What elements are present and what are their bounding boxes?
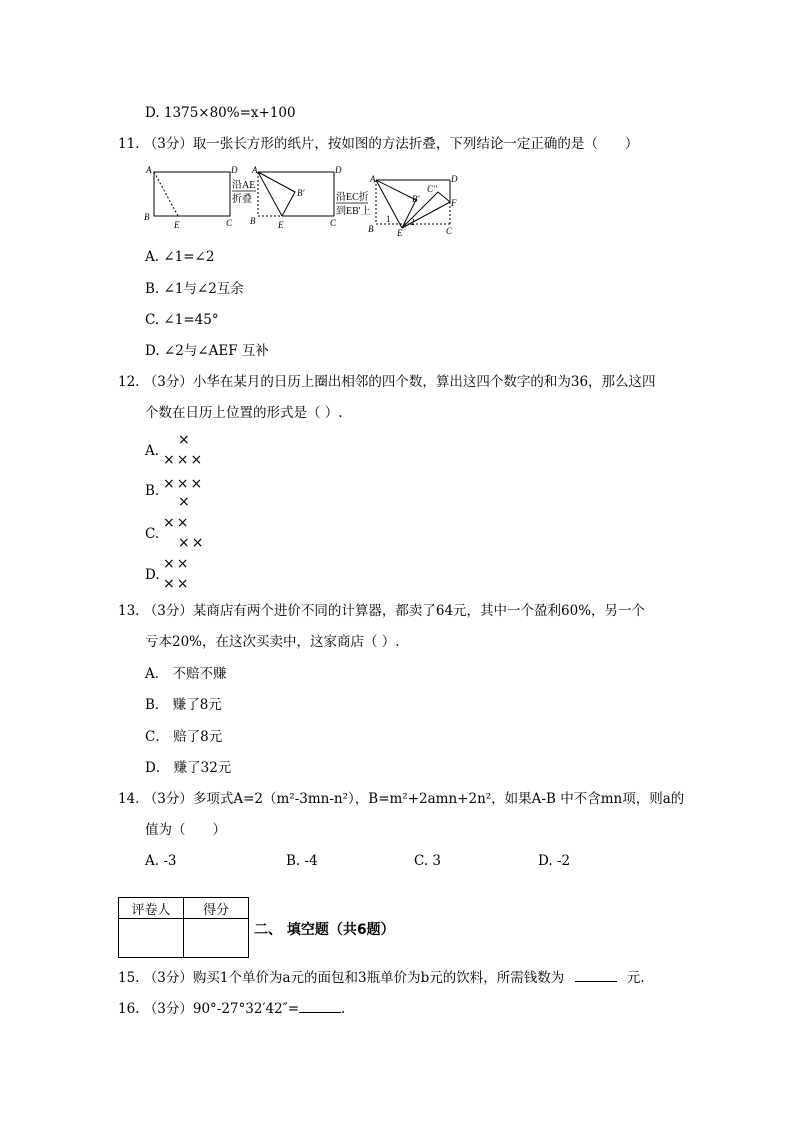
q12-option-a-row2: ××× [163,452,205,468]
q15-line [118,967,645,987]
q16-answer-blank[interactable] [299,998,341,1013]
fig2-label-E: E [278,220,284,230]
q11-stem: 11. （3分）取一张长方形的纸片，按如图的方法折叠，下列结论一定正确的是（ ） [118,136,639,152]
q11-folding-figure [140,162,470,238]
fig3-label-F: F [451,198,457,208]
fig3-label-1: 1 [386,214,391,224]
fig3-label-D: D [451,174,458,184]
fig3-label-A: A [370,174,376,184]
q12-option-b-row2: × [178,494,192,510]
score-table-grader-cell[interactable] [119,919,184,958]
q13-option-a: A． 不赔不赚 [145,666,227,682]
q11-option-c: C. ∠1=45° [145,312,219,328]
score-table-header-score: 得分 [184,898,249,919]
q13-stem-line1: 13. （3分）某商店有两个进价不同的计算器，都卖了64元，其中一个盈利60%，另一个 [118,603,646,619]
q12-stem-line1: 12. （3分）小华在某月的日历上圈出相邻的四个数，算出这四个数字的和为36，那么这四 [118,374,656,390]
fig3-label-C: C [446,226,453,236]
q12-option-d-label: D. [145,567,160,583]
fig3-label-Cpp: C'' [427,184,437,194]
q12-option-a-label: A. [145,443,160,459]
score-table-header-grader: 评卷人 [119,898,184,919]
q16-text: 16. （3分）90°-27°32′42″= [118,1001,300,1017]
fig3-label-2: 2 [410,217,415,227]
fig2-label-D: D [335,165,342,175]
q14-stem-line2: 值为（ ） [145,822,226,838]
fig1-label-A: A [146,165,152,175]
q11-option-a: A. ∠1=∠2 [145,249,215,265]
q12-option-d-row2: ×× [163,576,191,592]
q13-stem-line2: 亏本20%，在这次买卖中，这家商店（ ）. [145,634,400,650]
fig3-label-E: E [397,228,403,238]
q12-option-c-label: C. [145,526,160,542]
fig1-label-D: D [231,165,238,175]
fold2-label-line1: 沿EC折 [336,192,369,203]
fig3-label-B: B [368,224,374,234]
q12-option-b-row1: ××× [163,476,205,492]
fig2-label-Bp: B' [297,188,305,198]
fig1-label-C: C [226,218,233,228]
q14-option-b: B. -4 [286,853,318,869]
q10-option-d: D. 1375×80%=x+100 [145,105,296,121]
q12-option-d-row1: ×× [163,556,191,572]
q14-option-a: A. -3 [145,853,177,869]
fig2-label-A: A [252,165,258,175]
section-title: 二、 填空题（共6题） [254,922,395,938]
fig3-label-Bp: B' [412,194,420,204]
q12-option-c-row2: ×× [178,535,206,551]
q16-line [118,998,345,1018]
fig1-label-B: B [144,212,150,222]
q14-option-d: D. -2 [538,853,571,869]
fold1-label-line2: 折叠 [232,194,252,205]
score-table [118,897,249,958]
fig1-rectangle [154,172,230,216]
q11-option-b: B. ∠1与∠2互余 [145,281,244,297]
fig2-label-B: B [250,216,256,226]
fold1-label-line1: 沿AE [232,180,256,191]
q12-option-c-row1: ×× [163,515,191,531]
fig2-rectangle [258,172,334,216]
q16-suffix: . [341,1001,346,1017]
score-table-score-cell[interactable] [184,919,249,958]
fold2-label-line2: 到EB'上 [336,206,371,217]
q13-option-c: C． 赔了8元 [145,729,223,745]
q12-stem-line2: 个数在日历上位置的形式是（ ）. [145,405,343,421]
q12-option-b-label: B. [145,483,160,499]
q14-stem-line1: 14. （3分）多项式A=2（m²-3mn-n²），B=m²+2amn+2n²，如果A-B 中不含mn项，则a的 [118,791,685,807]
q14-option-c: C. 3 [414,853,442,869]
q15-text: 15. （3分）购买1个单价为a元的面包和3瓶单价为b元的饮料，所需钱数为 [118,970,565,986]
q12-option-a-row1: × [178,432,192,448]
q15-suffix: 元. [626,970,645,986]
q13-option-d: D． 赚了32元 [145,760,232,776]
q11-option-d: D. ∠2与∠AEF 互补 [145,343,269,359]
q13-option-b: B． 赚了8元 [145,697,222,713]
q15-answer-blank[interactable] [575,967,617,982]
fig1-label-E: E [174,220,180,230]
fig2-label-C: C [330,218,337,228]
